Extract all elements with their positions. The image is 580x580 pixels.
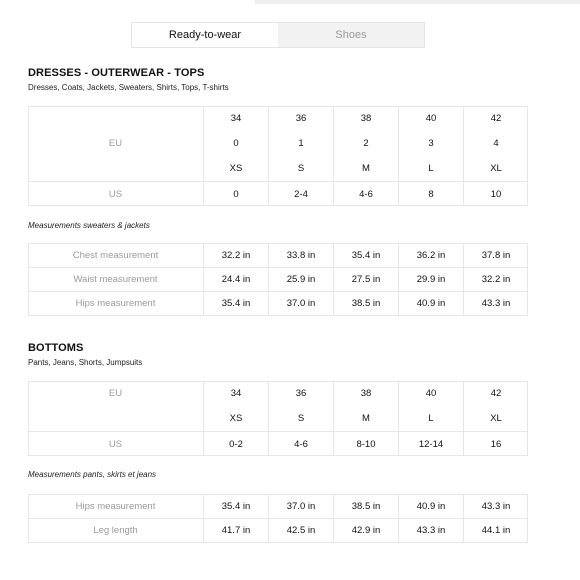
bottoms-eu-col-5 (463, 381, 528, 431)
bottoms-measurements-title: Measurements pants, skirts et jeans (28, 470, 157, 479)
size-cell: 4-6 (268, 432, 333, 456)
dresses-eu-col-3 (333, 106, 398, 181)
size-cell: L (428, 413, 434, 424)
bottoms-eu-col-2 (268, 381, 333, 431)
category-tabs (131, 22, 425, 48)
size-cell: 38 (360, 388, 372, 399)
bottoms-us-row (28, 431, 528, 456)
dresses-eu-label: EU (108, 138, 123, 149)
measurement-cell: 43.3 in (398, 519, 463, 542)
measurement-cell: 33.8 in (268, 243, 333, 267)
measurement-label: Hips measurement (75, 500, 156, 512)
bottoms-us-label: US (108, 438, 123, 450)
table-row (28, 267, 528, 291)
size-cell: 1 (298, 138, 304, 149)
measurement-cell: 27.5 in (333, 268, 398, 291)
measurement-cell: 35.4 in (203, 292, 268, 315)
size-cell: 2 (363, 138, 369, 149)
measurement-cell: 43.3 in (463, 292, 528, 315)
dresses-measurements-table (28, 243, 528, 316)
measurement-cell: 37.0 in (268, 494, 333, 518)
bottoms-eu-row (28, 381, 528, 431)
size-cell: XL (490, 413, 502, 424)
bottoms-eu-col-1 (203, 381, 268, 431)
dresses-section-subtitle: Dresses, Coats, Jackets, Sweaters, Shirts, Tops, T-shirts (28, 83, 229, 92)
measurement-cell: 38.5 in (333, 292, 398, 315)
measurement-cell: 35.4 in (203, 494, 268, 518)
measurement-cell: 29.9 in (398, 268, 463, 291)
size-cell: 0 (233, 138, 239, 149)
size-cell: M (362, 163, 370, 174)
bottoms-eu-col-3 (333, 381, 398, 431)
measurement-cell: 38.5 in (333, 494, 398, 518)
dresses-eu-row (28, 106, 528, 181)
top-scroll-bar (255, 0, 580, 4)
size-cell: 12-14 (398, 432, 463, 456)
measurement-cell: 36.2 in (398, 243, 463, 267)
dresses-measurements-title: Measurements sweaters & jackets (28, 221, 150, 230)
size-cell: 42 (490, 388, 502, 399)
table-row (28, 243, 528, 267)
measurement-cell: 35.4 in (333, 243, 398, 267)
dresses-us-label: US (108, 188, 123, 200)
size-cell: 8 (398, 182, 463, 206)
tab-ready-to-wear[interactable]: Ready-to-wear (132, 23, 278, 47)
size-cell: 36 (295, 388, 307, 399)
bottoms-eu-label: EU (108, 388, 123, 399)
measurement-cell: 32.2 in (463, 268, 528, 291)
bottoms-measurements-table (28, 494, 528, 543)
dresses-eu-col-5 (463, 106, 528, 181)
size-cell: 40 (425, 388, 437, 399)
size-cell: 16 (463, 432, 528, 456)
table-row (28, 518, 528, 542)
bottoms-section-title: BOTTOMS (28, 342, 84, 354)
measurement-label: Hips measurement (75, 298, 156, 309)
measurement-cell: 43.3 in (463, 494, 528, 518)
size-cell: 42 (490, 113, 502, 124)
size-cell: 40 (425, 113, 437, 124)
size-cell: 2-4 (268, 182, 333, 206)
size-cell: XS (229, 413, 243, 424)
size-cell: 38 (360, 113, 372, 124)
measurement-cell: 40.9 in (398, 494, 463, 518)
measurement-cell: 42.5 in (268, 519, 333, 542)
measurement-cell: 42.9 in (333, 519, 398, 542)
measurement-label: Waist measurement (73, 274, 158, 285)
tab-shoes[interactable]: Shoes (278, 23, 424, 47)
measurement-cell: 24.4 in (203, 268, 268, 291)
size-cell: L (428, 163, 434, 174)
measurement-cell: 41.7 in (203, 519, 268, 542)
dresses-size-table (28, 106, 528, 206)
size-cell: M (362, 413, 370, 424)
measurement-cell: 37.0 in (268, 292, 333, 315)
size-cell: 4 (493, 138, 499, 149)
dresses-eu-col-4 (398, 106, 463, 181)
size-cell: 0-2 (203, 432, 268, 456)
size-cell: 36 (295, 113, 307, 124)
measurement-label: Chest measurement (72, 249, 159, 261)
dresses-eu-col-2 (268, 106, 333, 181)
table-row (28, 494, 528, 518)
size-cell: XL (490, 163, 502, 174)
size-cell: 34 (230, 388, 242, 399)
measurement-label: Leg length (93, 525, 138, 536)
dresses-us-row (28, 181, 528, 206)
bottoms-eu-col-4 (398, 381, 463, 431)
size-cell: S (297, 163, 305, 174)
measurement-cell: 44.1 in (463, 519, 528, 542)
dresses-section-title: DRESSES - OUTERWEAR - TOPS (28, 67, 205, 79)
size-cell: S (297, 413, 305, 424)
measurement-cell: 25.9 in (268, 268, 333, 291)
size-cell: 34 (230, 113, 242, 124)
bottoms-section-subtitle: Pants, Jeans, Shorts, Jumpsuits (28, 358, 143, 367)
size-cell: 4-6 (333, 182, 398, 206)
size-cell: 8-10 (333, 432, 398, 456)
measurement-cell: 32.2 in (203, 243, 268, 267)
measurement-cell: 37.8 in (463, 243, 528, 267)
dresses-eu-col-1 (203, 106, 268, 181)
table-row (28, 291, 528, 315)
size-cell: 10 (463, 182, 528, 206)
size-cell: 3 (428, 138, 434, 149)
size-cell: XS (229, 163, 243, 174)
bottoms-size-table (28, 381, 528, 456)
measurement-cell: 40.9 in (398, 292, 463, 315)
size-cell: 0 (203, 182, 268, 206)
